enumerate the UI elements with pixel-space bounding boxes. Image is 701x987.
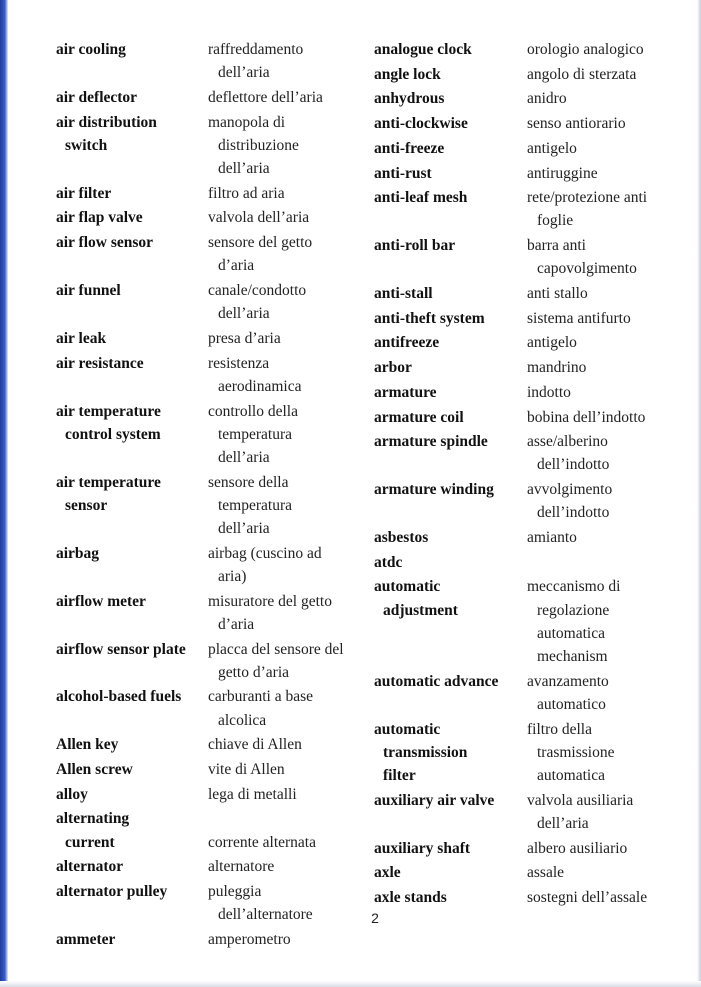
- glossary-translation: [527, 307, 631, 330]
- translation-line: orologio analogico: [527, 41, 644, 58]
- glossary-translation: [208, 758, 285, 781]
- translation-line: dell’aria: [537, 814, 589, 832]
- glossary-translation: [208, 542, 322, 588]
- glossary-translation: [208, 279, 306, 325]
- translation-line: valvola dell’aria: [208, 209, 310, 227]
- term-line: ammeter: [56, 930, 116, 948]
- term-line: asbestos: [374, 529, 429, 546]
- translation-line: canale/condotto: [208, 282, 307, 299]
- glossary-translation: [527, 137, 577, 160]
- term-line: auxiliary shaft: [374, 839, 471, 857]
- glossary-translation: [527, 718, 615, 788]
- term-line: anti-theft system: [374, 309, 485, 327]
- term-line: air temperature: [56, 473, 161, 491]
- glossary-translation: [208, 783, 297, 806]
- glossary-translation: [208, 38, 303, 84]
- glossary-translation: [208, 685, 313, 731]
- glossary-term: [374, 526, 428, 549]
- term-line: anti-freeze: [374, 139, 445, 157]
- translation-line: dell’aria: [218, 448, 270, 466]
- translation-line: temperatura: [218, 425, 293, 443]
- term-line: air flap valve: [56, 209, 143, 227]
- translation-line: resistenza: [208, 354, 270, 372]
- term-line: air filter: [56, 184, 112, 202]
- glossary-translation: [527, 63, 636, 86]
- term-line: airflow sensor plate: [56, 640, 186, 658]
- glossary-translation: [527, 282, 588, 305]
- term-line: anti-leaf mesh: [374, 189, 468, 207]
- glossary-term: [374, 430, 488, 453]
- glossary-translation: [527, 670, 609, 716]
- glossary-translation: [527, 837, 627, 860]
- glossary-term: [56, 733, 118, 756]
- glossary-translation: [527, 381, 571, 404]
- term-line: auxiliary air valve: [374, 791, 495, 809]
- glossary-translation: [527, 526, 577, 549]
- glossary-translation: [527, 112, 626, 135]
- glossary-term: [56, 400, 161, 446]
- term-line: alternator: [56, 858, 124, 876]
- term-line: sensor: [65, 496, 108, 514]
- term-line: angle lock: [374, 65, 441, 83]
- term-line: transmission: [383, 743, 468, 761]
- translation-line: mechanism: [537, 648, 608, 665]
- term-line: anti-rust: [374, 164, 432, 182]
- translation-line: distribuzione: [218, 136, 299, 154]
- glossary-term: [56, 542, 99, 565]
- translation-line: antigelo: [527, 139, 577, 157]
- translation-line: controllo della: [208, 402, 298, 420]
- translation-line: aerodinamica: [218, 377, 302, 395]
- translation-line: bobina dell’indotto: [527, 408, 646, 426]
- glossary-term: [56, 206, 143, 229]
- translation-line: albero ausiliario: [527, 839, 628, 857]
- glossary-term: [374, 282, 433, 305]
- translation-line: automatica: [537, 767, 605, 784]
- translation-line: dell’aria: [218, 520, 270, 537]
- term-line: adjustment: [383, 601, 458, 619]
- translation-line: amianto: [527, 529, 577, 546]
- glossary-translation: [208, 807, 316, 853]
- glossary-term: [374, 861, 401, 884]
- glossary-term: [374, 307, 485, 330]
- glossary-translation: [208, 327, 281, 350]
- translation-line: avvolgimento: [527, 481, 613, 499]
- translation-line: misuratore del getto: [208, 592, 332, 610]
- glossary-term: [56, 880, 167, 903]
- glossary-term: [56, 590, 146, 613]
- glossary-translation: [208, 86, 323, 109]
- page-edge-bottom: [0, 981, 701, 987]
- translation-line: trasmissione: [537, 743, 615, 761]
- glossary-translation: [208, 733, 302, 756]
- translation-line: angolo di sterzata: [527, 65, 637, 83]
- translation-line: getto d’aria: [218, 663, 290, 681]
- glossary-column-right: [374, 38, 689, 918]
- translation-line: alcolica: [218, 711, 267, 729]
- page-number: 2: [371, 910, 379, 926]
- term-line: control system: [65, 425, 161, 443]
- translation-line: antiruggine: [527, 164, 598, 182]
- term-line: analogue clock: [374, 41, 472, 58]
- term-line: switch: [65, 136, 108, 154]
- term-line: air cooling: [56, 41, 126, 58]
- translation-line: avanzamento: [527, 672, 609, 690]
- glossary-term: [374, 87, 444, 110]
- glossary-translation: [527, 575, 620, 668]
- term-line: anhydrous: [374, 90, 445, 108]
- term-line: armature: [374, 383, 437, 401]
- glossary-term: [374, 38, 472, 61]
- translation-line: automatico: [537, 695, 606, 713]
- translation-line: presa d’aria: [208, 329, 281, 347]
- term-line: air deflector: [56, 88, 138, 106]
- term-line: axle stands: [374, 889, 447, 906]
- translation-line: aria): [218, 567, 247, 585]
- glossary-translation: [527, 162, 598, 185]
- glossary-translation: [208, 352, 301, 398]
- translation-line: dell’indotto: [537, 504, 610, 522]
- term-line: alternator pulley: [56, 883, 168, 900]
- glossary-term: [56, 928, 115, 951]
- glossary-term: [374, 670, 498, 693]
- term-line: alcohol-based fuels: [56, 688, 182, 706]
- term-line: armature spindle: [374, 433, 488, 451]
- glossary-translation: [527, 234, 637, 280]
- term-line: air distribution: [56, 113, 157, 131]
- glossary-term: [56, 758, 133, 781]
- glossary-term: [374, 718, 467, 788]
- translation-line: chiave di Allen: [208, 736, 302, 754]
- term-line: air funnel: [56, 282, 121, 299]
- translation-line: puleggia: [208, 883, 262, 900]
- glossary-term: [374, 837, 470, 860]
- glossary-term: [374, 381, 437, 404]
- glossary-translation: [208, 206, 309, 229]
- term-line: anti-clockwise: [374, 115, 468, 133]
- translation-line: meccanismo di: [527, 578, 621, 596]
- glossary-translation: [527, 186, 647, 232]
- glossary-term: [56, 685, 181, 708]
- translation-line: indotto: [527, 383, 571, 401]
- translation-line: foglie: [537, 212, 574, 230]
- glossary-term: [374, 886, 447, 909]
- glossary-term: [56, 855, 123, 878]
- glossary-translation: [208, 400, 298, 470]
- page-edge-right: [697, 0, 701, 987]
- glossary-term: [374, 789, 494, 812]
- glossary-translation: [208, 880, 313, 926]
- translation-line: anti stallo: [527, 285, 588, 302]
- glossary-term: [374, 478, 494, 501]
- glossary-translation: [527, 886, 647, 909]
- glossary-translation: [208, 111, 299, 181]
- glossary-term: [374, 63, 441, 86]
- term-line: Allen key: [56, 736, 119, 754]
- glossary-translation: [527, 789, 633, 835]
- translation-line: automatica: [537, 624, 605, 642]
- term-line: current: [65, 833, 115, 851]
- glossary-translation: [527, 861, 564, 884]
- glossary-term: [374, 112, 468, 135]
- translation-line: vite di Allen: [208, 761, 285, 778]
- glossary-translation: [208, 182, 285, 205]
- term-line: armature coil: [374, 408, 464, 426]
- translation-line: temperatura: [218, 496, 293, 514]
- translation-line: anidro: [527, 90, 567, 108]
- translation-line: dell’indotto: [537, 456, 610, 474]
- glossary-term: [374, 331, 439, 354]
- translation-line: lega di metalli: [208, 785, 297, 803]
- term-line: airbag: [56, 544, 100, 562]
- translation-line: barra anti: [527, 237, 586, 255]
- glossary-term: [374, 575, 458, 621]
- translation-line: filtro ad aria: [208, 184, 285, 202]
- translation-line: d’aria: [218, 257, 255, 275]
- translation-line: dell’aria: [218, 305, 270, 323]
- glossary-translation: [208, 590, 332, 636]
- glossary-term: [56, 783, 88, 806]
- translation-line: sensore del getto: [208, 234, 313, 252]
- translation-line: sistema antifurto: [527, 309, 631, 327]
- term-line: air leak: [56, 329, 107, 347]
- term-line: armature winding: [374, 481, 494, 499]
- glossary-term: [56, 86, 137, 109]
- term-line: anti-stall: [374, 285, 433, 302]
- translation-line: filtro della: [527, 720, 592, 738]
- glossary-term: [374, 356, 412, 379]
- glossary-translation: [208, 231, 312, 277]
- translation-line: sostegni dell’assale: [527, 889, 648, 906]
- translation-line: dell’aria: [218, 64, 270, 82]
- translation-line: [208, 807, 316, 830]
- translation-line: mandrino: [527, 359, 587, 377]
- term-line: automatic advance: [374, 672, 499, 690]
- term-line: atdc: [374, 553, 403, 571]
- glossary-translation: [527, 38, 644, 61]
- glossary-translation: [527, 478, 612, 524]
- glossary-translation: [527, 331, 577, 354]
- translation-line: antigelo: [527, 334, 577, 352]
- glossary-term: [374, 406, 464, 429]
- translation-line: sensore della: [208, 473, 289, 491]
- translation-line: d’aria: [218, 615, 255, 633]
- term-line: air flow sensor: [56, 234, 154, 252]
- term-line: alloy: [56, 785, 88, 803]
- term-line: arbor: [374, 359, 412, 377]
- glossary-translation: [527, 406, 645, 429]
- translation-line: carburanti a base: [208, 688, 313, 706]
- translation-line: deflettore dell’aria: [208, 88, 323, 106]
- glossary-term: [374, 234, 455, 257]
- translation-line: amperometro: [208, 930, 291, 948]
- page-edge-left: [0, 0, 8, 987]
- term-line: automatic: [374, 578, 441, 596]
- term-line: antifreeze: [374, 334, 440, 352]
- term-line: air temperature: [56, 402, 161, 420]
- translation-line: valvola ausiliaria: [527, 791, 634, 809]
- translation-line: dell’alternatore: [218, 906, 313, 924]
- translation-line: capovolgimento: [537, 260, 637, 278]
- term-line: air resistance: [56, 354, 144, 372]
- term-line: anti-roll bar: [374, 237, 456, 255]
- glossary-term: [56, 327, 106, 350]
- translation-line: assale: [527, 864, 565, 882]
- glossary-translation: [208, 471, 292, 541]
- glossary-translation: [208, 638, 344, 684]
- translation-line: alternatore: [208, 858, 275, 876]
- term-line: Allen screw: [56, 761, 133, 778]
- glossary-translation: [527, 356, 586, 379]
- glossary-translation: [208, 928, 291, 951]
- glossary-column-left: [56, 38, 381, 948]
- term-line: airflow meter: [56, 592, 146, 610]
- translation-line: rete/protezione anti: [527, 189, 648, 207]
- glossary-term: [56, 807, 129, 853]
- glossary-translation: [208, 855, 274, 878]
- translation-line: dell’aria: [218, 160, 270, 177]
- term-line: alternating: [56, 810, 130, 828]
- translation-line: airbag (cuscino ad: [208, 544, 322, 562]
- glossary-translation: [527, 87, 567, 110]
- glossary-term: [56, 182, 111, 205]
- term-line: axle: [374, 864, 401, 882]
- glossary-translation: [527, 430, 609, 476]
- glossary-term: [56, 38, 126, 61]
- glossary-term: [56, 638, 186, 661]
- glossary-term: [56, 111, 157, 157]
- glossary-term: [374, 137, 444, 160]
- translation-line: placca del sensore del: [208, 640, 344, 658]
- term-line: filter: [383, 767, 416, 784]
- translation-line: raffreddamento: [208, 41, 304, 58]
- glossary-term: [374, 186, 467, 209]
- translation-line: corrente alternata: [208, 833, 316, 851]
- glossary-term: [56, 231, 153, 254]
- translation-line: regolazione: [537, 601, 610, 619]
- glossary-term: [56, 279, 121, 302]
- glossary-term: [56, 471, 161, 517]
- glossary-term: [56, 352, 144, 375]
- translation-line: senso antiorario: [527, 115, 626, 133]
- translation-line: asse/alberino: [527, 433, 608, 451]
- translation-line: manopola di: [208, 113, 286, 131]
- glossary-term: [374, 551, 402, 574]
- term-line: automatic: [374, 720, 441, 738]
- glossary-term: [374, 162, 432, 185]
